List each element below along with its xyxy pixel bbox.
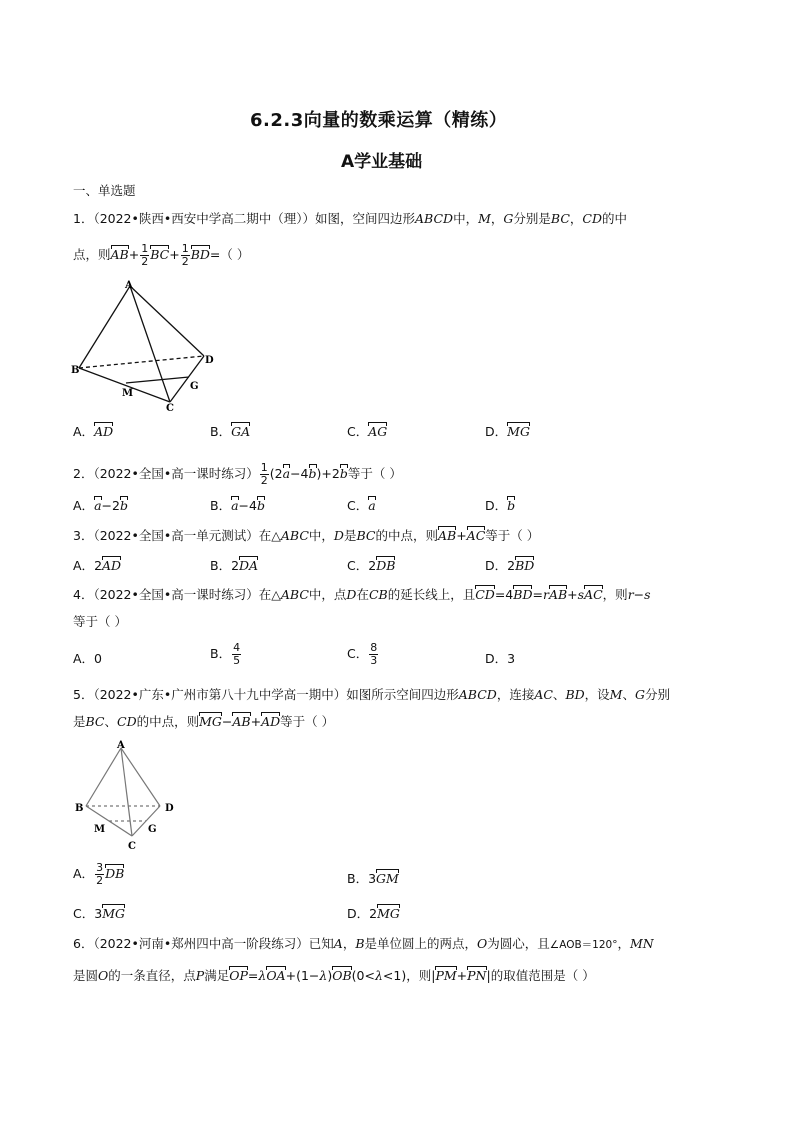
- question-3-option-a: A．2AD: [73, 558, 122, 573]
- question-type-heading: 一、单选题: [73, 183, 136, 198]
- figure-1-label-d: D: [205, 355, 214, 366]
- question-2-option-b: B．a−4b: [210, 498, 265, 513]
- question-1-option-c: C．AG: [347, 424, 388, 439]
- question-6-line-1: 6．（2022•河南•郑州四中高一阶段练习）已知A，B是单位圆上的两点，O为圆心，且∠AOB＝120°，MN: [73, 936, 654, 951]
- question-5-option-b: B．3GM: [347, 871, 399, 886]
- question-1-option-b: B．GA: [210, 424, 251, 439]
- figure-2-label-g: G: [148, 824, 157, 835]
- question-1-line-2: 点，则AB+ $\frac{1}{2}$ BC+ $\frac{1}{2}$ BD=（ ）: [73, 242, 250, 268]
- figure-2-label-a: A: [117, 740, 125, 751]
- figure-1-label-m: M: [122, 388, 134, 399]
- question-2-option-a: A．a−2b: [73, 498, 128, 513]
- figure-1-label-b: B: [71, 365, 80, 376]
- question-4-option-a: A．0: [73, 651, 103, 666]
- question-4-option-d: D．3: [485, 651, 516, 666]
- question-3-stem: 3．（2022•全国•高一单元测试）在△ABC中，D是BC的中点，则AB+AC等于（ ）: [73, 528, 540, 543]
- question-4-option-b: B． $\frac{4}{5}$: [210, 641, 241, 667]
- question-4-option-c: C． $\frac{8}{3}$: [347, 641, 378, 667]
- section-subtitle: A学业基础: [341, 152, 423, 172]
- figure-1-label-c: C: [166, 403, 174, 413]
- question-2-option-d: D．b: [485, 498, 516, 513]
- question-3-option-c: C．2DB: [347, 558, 396, 573]
- tetrahedron-figure-2: [70, 738, 190, 853]
- question-1-line-1: 1．（2022•陕西•西安中学高二期中（理））如图，空间四边形ABCD中，M，G分别是BC，CD的中: [73, 211, 628, 226]
- question-6-line-2: 是圆O的一条直径，点P满足OP=λOA+(1−λ)OB(0<λ<1)，则|PM+PN|的取值范围是（ ）: [73, 968, 595, 983]
- figure-1-label-g: G: [190, 381, 199, 392]
- question-4-line-2: 等于（ ）: [73, 614, 127, 629]
- question-3-option-b: B．2DA: [210, 558, 259, 573]
- figure-2-label-m: M: [94, 824, 106, 835]
- figure-2-label-d: D: [165, 803, 174, 814]
- tetrahedron-figure-1: [70, 278, 220, 413]
- question-2-stem: 2．（2022•全国•高一课时练习） $\frac{1}{2}$ (2a−4b)+2b等于（ ）: [73, 461, 402, 487]
- question-4-line-1: 4．（2022•全国•高一课时练习）在△ABC中，点D在CB的延长线上，且CD=4BD=rAB+sAC，则r−s: [73, 587, 651, 602]
- page-title: 6.2.3向量的数乘运算（精练）: [250, 110, 508, 131]
- question-1-option-d: D．MG: [485, 424, 530, 439]
- question-5-line-2: 是BC、CD的中点，则MG−AB+AD等于（ ）: [73, 714, 335, 729]
- figure-1-label-a: A: [125, 280, 133, 291]
- figure-2-label-b: B: [75, 803, 84, 814]
- question-1-option-a: A．AD: [73, 424, 114, 439]
- question-5-option-c: C．3MG: [73, 906, 125, 921]
- question-5-line-1: 5．（2022•广东•广州市第八十九中学高一期中）如图所示空间四边形ABCD，连接AC、BD，设M、G分别: [73, 687, 671, 702]
- question-5-option-a: A． $\frac{3}{2}$ DB: [73, 861, 125, 887]
- figure-2-label-c: C: [128, 841, 136, 852]
- question-5-option-d: D．2MG: [347, 906, 400, 921]
- question-3-option-d: D．2BD: [485, 558, 535, 573]
- question-2-option-c: C．a: [347, 498, 376, 513]
